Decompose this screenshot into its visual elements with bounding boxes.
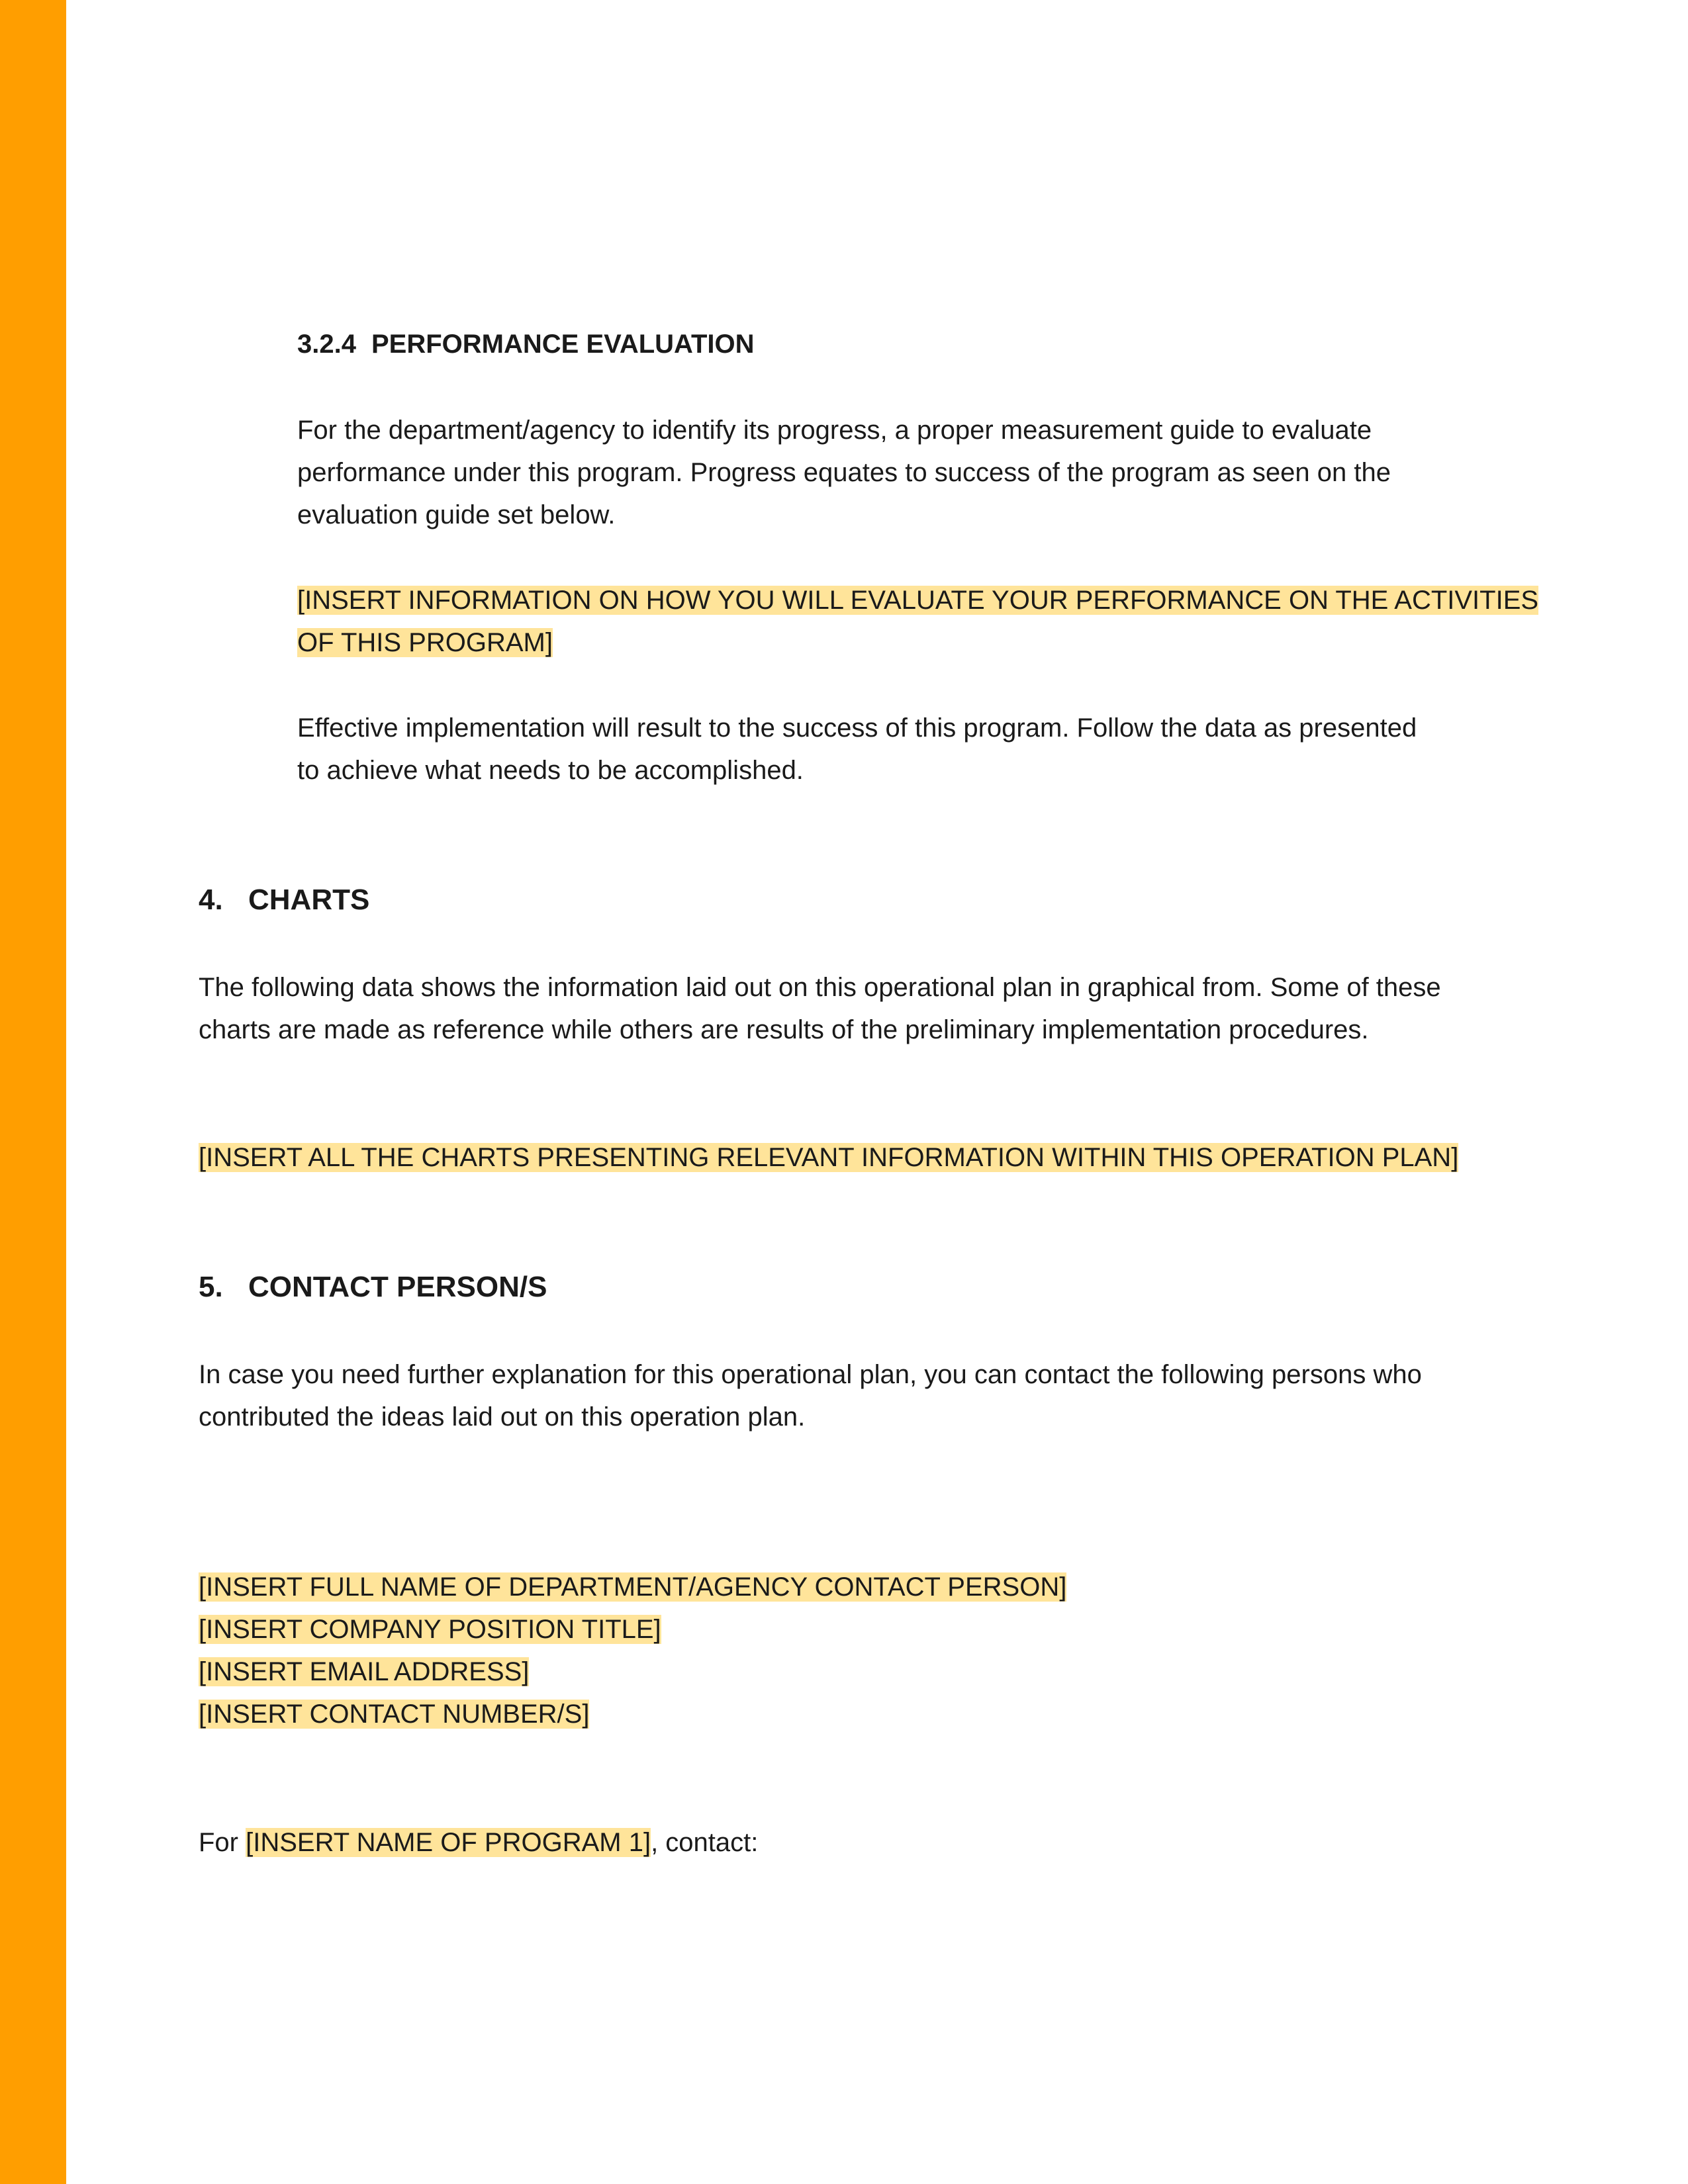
section-5-body: In case you need further explanation for this operational plan, you can contact the following persons who contributed the ideas laid out on this operation plan. (199, 1360, 1422, 1432)
section-4-body: The following data shows the information laid out on this operational plan in graphical from. Some of these charts are made as reference while others are results of the preliminary implementation procedures. (199, 973, 1441, 1044)
program-contact-prefix: For (199, 1828, 246, 1857)
evaluation-placeholder (297, 579, 1538, 664)
contact-name-placeholder: [INSERT FULL NAME OF DEPARTMENT/AGENCY CONTACT PERSON] (199, 1572, 1067, 1602)
section-4-heading (199, 879, 369, 921)
program-contact-line (199, 1821, 758, 1864)
contact-position-placeholder: [INSERT COMPANY POSITION TITLE] (199, 1615, 661, 1644)
section-5-heading (199, 1266, 547, 1308)
charts-placeholder (199, 1136, 1458, 1179)
section-3-2-4-closing (297, 707, 1417, 792)
section-3-2-4-heading (297, 323, 755, 365)
contact-email-placeholder: [INSERT EMAIL ADDRESS] (199, 1657, 530, 1686)
section-3-2-4-number: 3.2.4 (297, 330, 356, 359)
section-3-2-4-closing-line-2: to achieve what needs to be accomplished. (297, 756, 804, 785)
orange-side-bar (0, 0, 66, 2184)
evaluation-placeholder-line-1: [INSERT INFORMATION ON HOW YOU WILL EVALUATE YOUR PERFORMANCE ON THE ACTIVITIES (297, 586, 1539, 615)
evaluation-placeholder-line-2: OF THIS PROGRAM] (297, 628, 553, 657)
program-contact-suffix: , contact: (651, 1828, 759, 1857)
section-5-number: 5. (199, 1271, 223, 1303)
section-3-2-4-title: PERFORMANCE EVALUATION (371, 330, 755, 359)
section-3-2-4-closing-line-1: Effective implementation will result to the success of this program. Follow the data as presented (297, 713, 1417, 743)
contact-number-placeholder: [INSERT CONTACT NUMBER/S] (199, 1700, 590, 1729)
section-3-2-4-intro: For the department/agency to identify its progress, a proper measurement guide to evaluate performance under this program. Progress equates to success of the program as seen on the evaluation guide set below. (297, 416, 1391, 529)
program-name-placeholder: [INSERT NAME OF PROGRAM 1] (246, 1828, 651, 1857)
section-4-number: 4. (199, 884, 223, 916)
contact-block (199, 1566, 1066, 1735)
section-5-title: CONTACT PERSON/S (248, 1271, 547, 1303)
charts-placeholder-text: [INSERT ALL THE CHARTS PRESENTING RELEVANT INFORMATION WITHIN THIS OPERATION PLAN] (199, 1143, 1459, 1172)
section-4-title: CHARTS (248, 884, 370, 916)
